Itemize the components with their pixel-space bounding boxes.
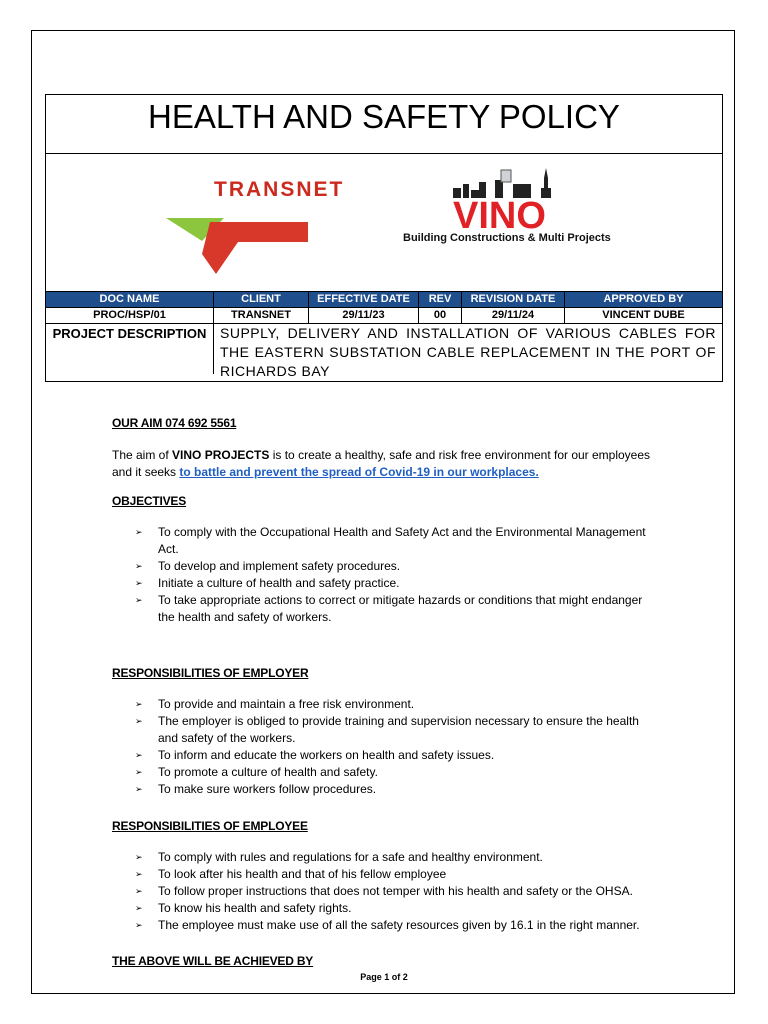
info-value-row (46, 307, 722, 324)
title-row (46, 95, 722, 154)
value-doc-name: PROC/HSP/01 (46, 308, 214, 323)
header-client: CLIENT (214, 292, 309, 307)
bullet-arrow-icon: ➢ (135, 716, 143, 726)
header-revision-date: REVISION DATE (462, 292, 565, 307)
list-item: ➢ The employer is obliged to provide training and supervision necessary to ensure the health and safety of the workers. (135, 714, 639, 745)
employee-heading: RESPONSIBILITIES OF EMPLOYEE (112, 819, 308, 833)
page-number: Page 1 of 2 (360, 972, 408, 982)
employee-list (112, 849, 658, 934)
vino-logo-text: VINO (453, 195, 546, 232)
aim-text-start: The aim of (112, 448, 173, 462)
bullet-arrow-icon: ➢ (135, 750, 143, 760)
project-description-text: SUPPLY, DELIVERY AND INSTALLATION OF VARIOUS CABLES FOR THE EASTERN SUBSTATION CABLE REPLACEMENT IN THE PORT OF RICHARDS BAY (220, 325, 716, 379)
bullet-arrow-icon: ➢ (135, 869, 143, 879)
employer-list (112, 696, 658, 798)
policy-content (112, 415, 658, 970)
project-description-row (46, 324, 722, 379)
bullet-arrow-icon: ➢ (135, 561, 143, 571)
value-revision-date: 29/11/24 (462, 308, 565, 323)
aim-heading: OUR AIM 074 692 5561 (112, 416, 237, 430)
list-item: ➢ To provide and maintain a free risk environment. (135, 697, 415, 711)
info-header-row (46, 291, 722, 307)
bullet-arrow-icon: ➢ (135, 767, 143, 777)
project-description-label: PROJECT DESCRIPTION (46, 324, 214, 374)
bullet-arrow-icon: ➢ (135, 784, 143, 794)
header-table (45, 94, 723, 382)
list-item: ➢ Initiate a culture of health and safety practice. (135, 576, 400, 590)
list-item: ➢ To follow proper instructions that does not temper with his health and safety or the OHSA. (135, 884, 633, 898)
logo-row (46, 154, 722, 291)
header-approved-by: APPROVED BY (603, 293, 684, 305)
objectives-list (112, 524, 658, 626)
list-item: ➢ To promote a culture of health and safety. (135, 765, 378, 779)
list-item: ➢ To make sure workers follow procedures. (135, 782, 377, 796)
aim-paragraph (112, 447, 658, 481)
transnet-logo-icon (166, 214, 311, 276)
value-client: TRANSNET (214, 308, 309, 323)
achieved-heading: THE ABOVE WILL BE ACHIEVED BY (112, 954, 314, 968)
list-item: ➢ To look after his health and that of his fellow employee (135, 867, 447, 881)
header-doc-name: DOC NAME (46, 292, 214, 307)
vino-tagline: Building Constructions & Multi Projects (403, 232, 611, 244)
value-rev: 00 (419, 308, 462, 323)
covid-link[interactable]: to battle and prevent the spread of Covid-19 in our workplaces. (179, 465, 539, 479)
bullet-arrow-icon: ➢ (135, 699, 143, 709)
list-item: ➢ To know his health and safety rights. (135, 901, 352, 915)
bullet-arrow-icon: ➢ (135, 527, 143, 537)
header-effective-date: EFFECTIVE DATE (309, 292, 419, 307)
employer-heading: RESPONSIBILITIES OF EMPLOYER (112, 666, 309, 680)
bullet-arrow-icon: ➢ (135, 903, 143, 913)
objectives-heading: OBJECTIVES (112, 494, 187, 508)
bullet-arrow-icon: ➢ (135, 920, 143, 930)
list-item: ➢ To develop and implement safety procedures. (135, 559, 401, 573)
vino-logo-icon (451, 166, 566, 232)
list-item: ➢ To inform and educate the workers on health and safety issues. (135, 748, 495, 762)
info-grid (46, 291, 722, 379)
bullet-arrow-icon: ➢ (135, 886, 143, 896)
list-item: ➢ To take appropriate actions to correct or mitigate hazards or conditions that might endanger the health and safety of workers. (135, 593, 643, 624)
document-title: HEALTH AND SAFETY POLICY (148, 98, 620, 135)
bullet-arrow-icon: ➢ (135, 578, 143, 588)
aim-text-end: is to create a healthy, safe and risk free environment for our employees and it seeks (112, 448, 651, 479)
bullet-arrow-icon: ➢ (135, 595, 143, 605)
company-name: VINO PROJECTS (172, 448, 270, 462)
bullet-arrow-icon: ➢ (135, 852, 143, 862)
list-item: ➢ To comply with the Occupational Health and Safety Act and the Environmental Management Act. (135, 525, 646, 556)
transnet-logo-text: TRANSNET (214, 178, 345, 201)
list-item: ➢ To comply with rules and regulations for a safe and healthy environment. (135, 850, 543, 864)
header-rev: REV (419, 292, 462, 307)
value-effective-date: 29/11/23 (309, 308, 419, 323)
list-item: ➢ The employee must make use of all the safety resources given by 16.1 in the right manner. (135, 918, 640, 932)
value-approved-by: VINCENT DUBE (602, 309, 685, 321)
